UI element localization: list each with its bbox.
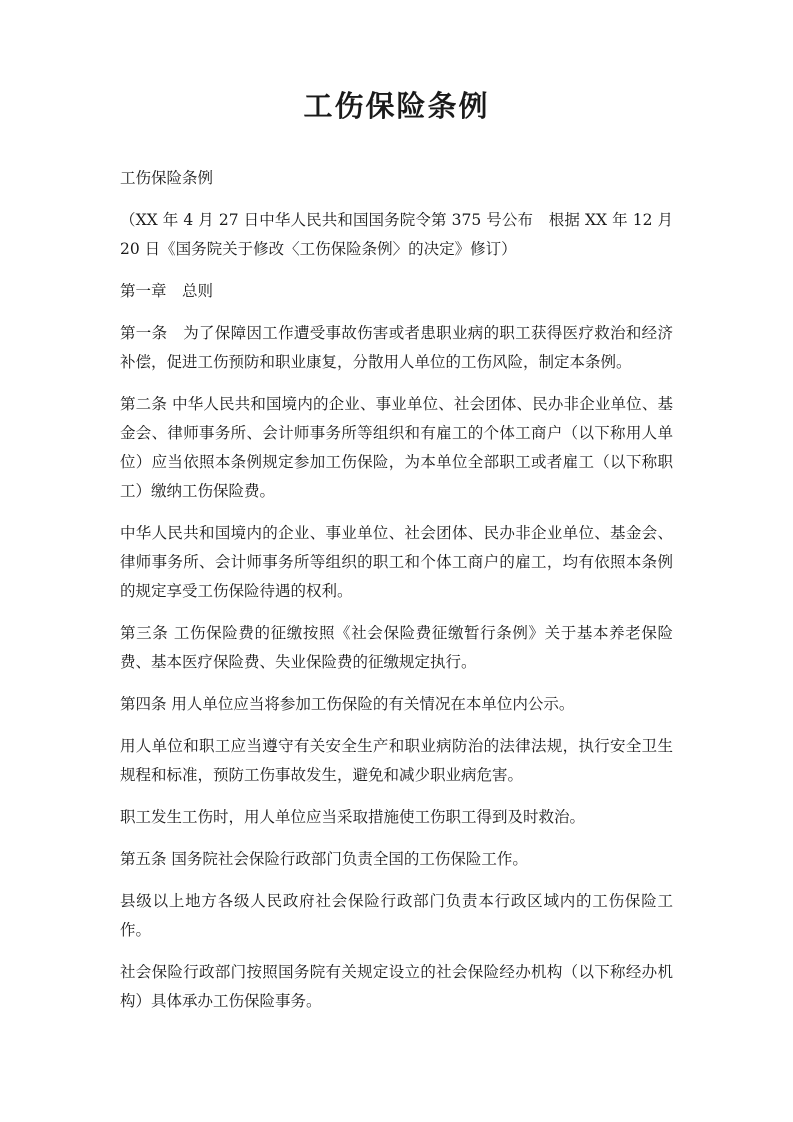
paragraph: 第五条 国务院社会保险行政部门负责全国的工伤保险工作。 — [120, 850, 528, 868]
paragraph: 中华人民共和国境内的企业、事业单位、社会团体、民办非企业单位、基金会、律师事务所、会计师事务所等组织的职工和个体工商户的雇工，均有依照本条例的规定享受工伤保险待遇的权利。 — [120, 524, 673, 600]
paragraph: 县级以上地方各级人民政府社会保险行政部门负责本行政区域内的工伤保险工作。 — [120, 892, 673, 939]
paragraph: 第二条 中华人民共和国境内的企业、事业单位、社会团体、民办非企业单位、基金会、律师事务所、会计师事务所等组织和有雇工的个体工商户（以下称用人单位）应当依照本条例规定参加工伤保险，为本单位全部职工或者雇工（以下称职工）缴纳工伤保险费。 — [120, 395, 673, 500]
paragraph: 第一章 总则 — [120, 282, 214, 300]
paragraph: 职工发生工伤时，用人单位应当采取措施使工伤职工得到及时救治。 — [120, 808, 586, 826]
paragraph: 第三条 工伤保险费的征缴按照《社会保险费征缴暂行条例》关于基本养老保险费、基本医疗保险费、失业保险费的征缴规定执行。 — [120, 624, 673, 671]
paragraph: 第四条 用人单位应当将参加工伤保险的有关情况在本单位内公示。 — [120, 695, 575, 713]
paragraph: 第一条 为了保障因工作遭受事故伤害或者患职业病的职工获得医疗救治和经济补偿，促进工伤预防和职业康复，分散用人单位的工伤风险，制定本条例。 — [120, 324, 673, 371]
paragraph: 工伤保险条例 — [120, 169, 214, 187]
document-title: 工伤保险条例 — [303, 89, 490, 123]
paragraph: （XX 年 4 月 27 日中华人民共和国国务院令第 375 号公布 根据 XX 年 12 月 20 日《国务院关于修改〈工伤保险条例〉的决定》修订） — [120, 211, 673, 258]
paragraph: 用人单位和职工应当遵守有关安全生产和职业病防治的法律法规，执行安全卫生规程和标准，预防工伤事故发生，避免和减少职业病危害。 — [120, 737, 673, 784]
document-body — [120, 164, 673, 1016]
paragraph: 社会保险行政部门按照国务院有关规定设立的社会保险经办机构（以下称经办机构）具体承办工伤保险事务。 — [120, 963, 673, 1010]
